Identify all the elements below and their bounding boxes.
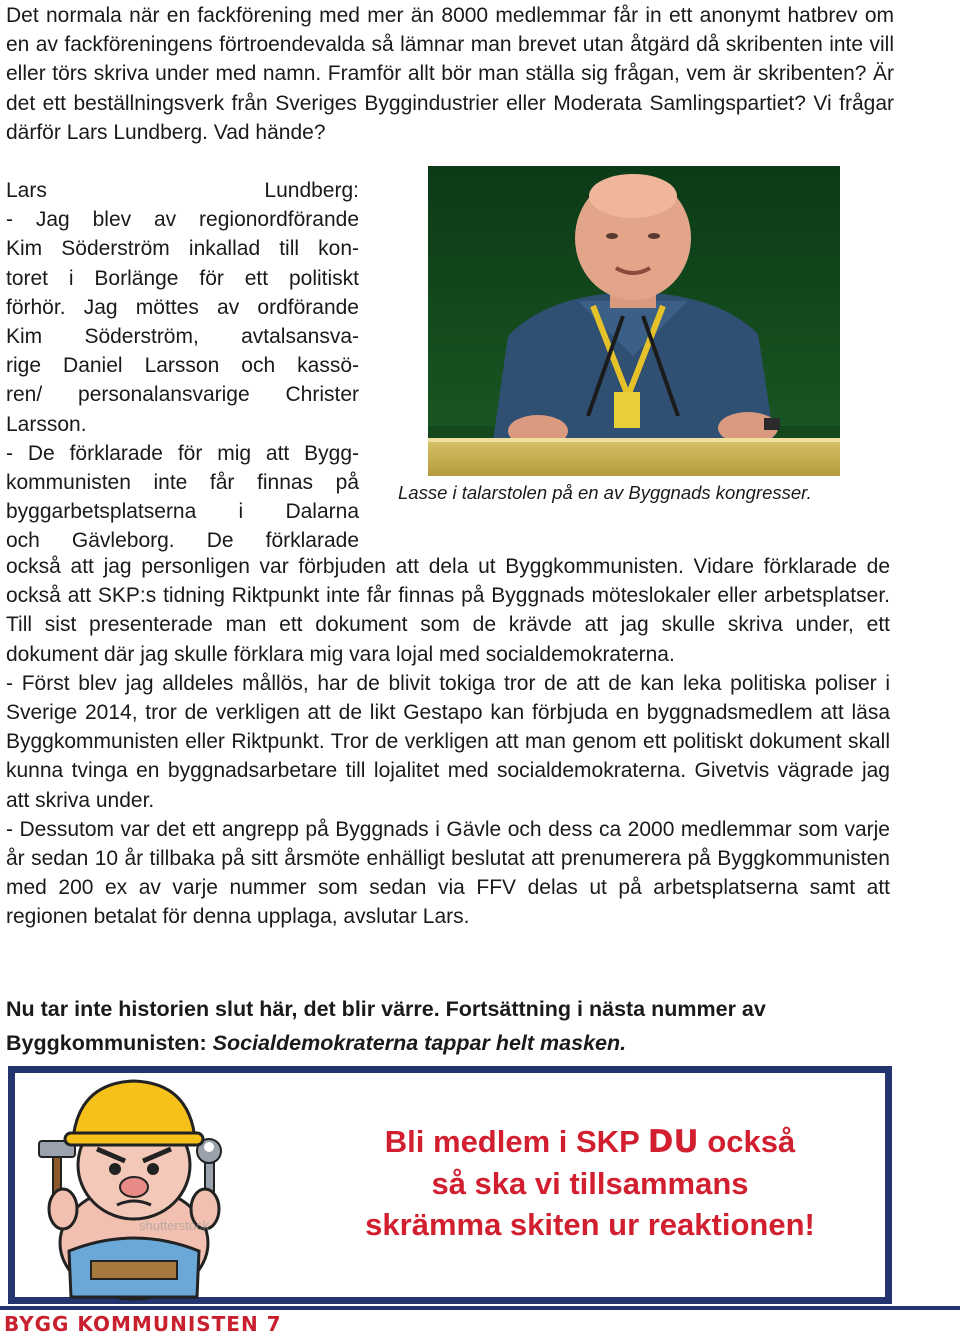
cta-line-2: så ska vi tillsammans [431,1166,749,1201]
column-line: och Gävleborg. De förklarade [6,529,359,553]
intro-paragraph: Det normala när en fackförening med mer än 8000 medlemmar får in ett anonymt hatbrev om en av fackföreningens förtroendevalda så lämnar man brevet utan åtgärd då skribenten inte vill eller törs skriva under med namn. Framför allt bör man ställa sig frågan, vem är skribenten? Är det ett beställningsverk från Sveriges Byggindustrier eller Moderata Samlingspartiet? Vi frågar därför Lars Lundberg. Vad hände? [6,4,894,144]
angry-worker-illustration [29,1075,239,1301]
call-to-action [305,1121,875,1245]
column-line: ren/ personalansvarige Christer [6,383,359,407]
interview-column [6,176,359,555]
speaker-illustration [428,166,840,476]
column-line: förhör. Jag möttes av ordförande [6,295,359,319]
page-footer: BYGG KOMMUNISTEN 7 [4,1312,282,1336]
column-line: - De förklarade för mig att Bygg- [6,441,359,465]
closing-italic: Socialdemokraterna tappar helt masken. [212,1031,627,1055]
cta-line-1-pre: Bli medlem i SKP [384,1124,648,1159]
column-line: Larsson. [6,412,87,436]
column-line: Kim Söderström inkallad till kon- [6,237,359,261]
column-line: Kim Söderström, avtalsansva- [6,324,359,348]
column-line: kommunisten inte får finnas på [6,470,359,494]
continuation-paragraph: också att jag personligen var förbjuden att dela ut Byggkommunisten. Vidare förklarade de också att SKP:s tidning Riktpunkt inte får finnas på Byggnads möteslokaler eller arbetsplatser. Till sist presenterade man ett dokument som de krävde att jag skulle skriva under, ett dokument där jag skulle förklara mig vara lojal med socialdemokraterna. [6,555,890,666]
paragraph-3: - Dessutom var det ett angrepp på Byggnads i Gävle och dess ca 2000 medlemmar som varje år sedan 10 år tillbaka på sitt årsmöte enhälligt beslutat att prenumerera på Byggkommunisten med 200 ex av varje nummer som sedan via FFV delas ut på arbetsplatserna samt att regionen betalat för denna upplaga, avslutar Lars. [6,817,890,929]
closing-bold: Nu tar inte historien slut här, det blir värre. Fortsättning i nästa nummer av Byggkommunisten: [6,997,766,1055]
column-line: - Jag blev av regionordförande [6,208,359,232]
column-line: rige Daniel Larsson och kassö- [6,354,359,378]
paragraph-2: - Först blev jag alldeles mållös, har de blivit tokiga tror de att de kan leka politiska poliser i Sverige 2014, tror de verkligen att de likt Gestapo kan förbjuda en byggnadsmedlem att läsa Byggkommunisten eller Riktpunkt. Tror de verkligen att man genom ett politiskt dokument skall kunna tvinga en byggnadsarbetare till lojalitet med socialdemokraterna. Givetvis vägrade jag att skriva under. [6,671,890,812]
speaker-photo [428,166,840,476]
column-line: toret i Borlänge för ett politiskt [6,266,359,290]
recruitment-banner [8,1066,892,1304]
cta-line-1 [305,1121,875,1163]
cta-line-1-post: också [698,1124,796,1159]
closing-statement [6,992,886,1060]
footer-rule [0,1306,960,1310]
photo-caption: Lasse i talarstolen på en av Byggnads kongresser. [398,482,812,503]
article-body [6,552,890,932]
watermark: shutterstock [139,1218,210,1233]
cta-line-3: skrämma skiten ur reaktionen! [365,1207,815,1242]
column-line: Lars Lundberg: [6,179,359,202]
column-line: byggarbetsplatserna i Dalarna [6,500,359,524]
cta-du: DU [647,1124,699,1160]
